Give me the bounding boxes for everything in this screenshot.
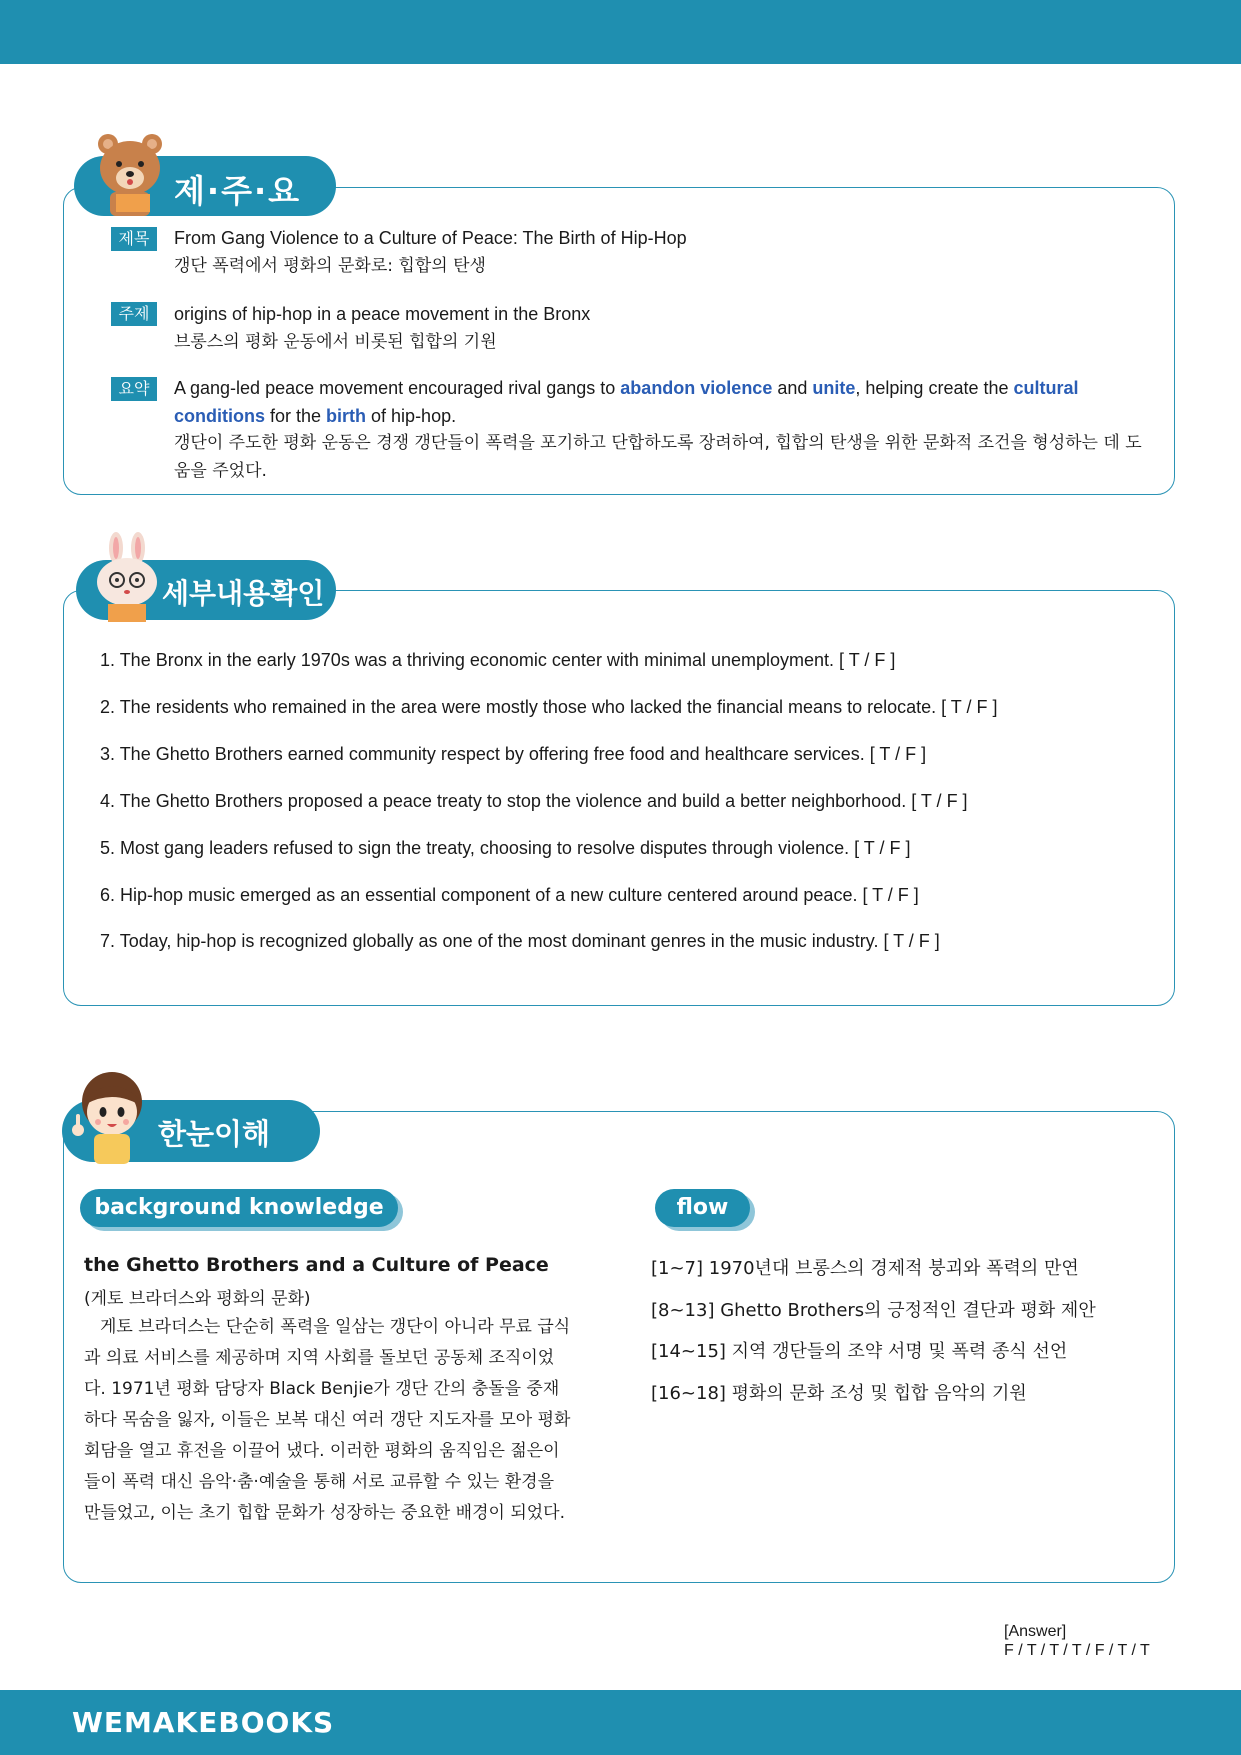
summary-text-part: A gang-led peace movement encouraged rival gangs to: [174, 378, 621, 398]
question-1: 1. The Bronx in the early 1970s was a thriving economic center with minimal unemployment. [ T / F ]: [100, 650, 896, 670]
overview-heading: 한눈이해: [158, 1117, 271, 1151]
question-7: 7. Today, hip-hop is recognized globally as one of the most dominant genres in the music industry. [ T / F ]: [100, 931, 940, 951]
highlight-abandon-violence: abandon violence: [620, 378, 773, 398]
flow-item-3: [14~15] 지역 갱단들의 조약 서명 및 폭력 종식 선언: [651, 1341, 1068, 1362]
flow-label: flow: [655, 1189, 750, 1227]
flow-item-4: [16~18] 평화의 문화 조성 및 힙합 음악의 기원: [651, 1383, 1027, 1404]
background-body: 게토 브라더스는 단순히 폭력을 일삼는 갱단이 아니라 무료 급식과 의료 서비스를 제공하며 지역 사회를 돌보던 공동체 조직이었다. 1971년 평화 담당자 Black Benjie가 갱단 간의 충돌을 중재하다 목숨을 잃자, 이들은 보복 대신 여러 갱단 지도자를 모아 평화 회담을 열고 휴전을 이끌어 냈다. 이러한 평화의 움직임은 젊은이들이 폭력 대신 음악·춤·예술을 통해 서로 교류할 수 있는 환경을 만들었고, 이는 초기 힙합 문화가 성장하는 중요한 배경이 되었다.: [84, 1317, 571, 1523]
question-2: 2. The residents who remained in the area were mostly those who lacked the financial means to relocate. [ T / F ]: [100, 697, 998, 717]
background-subtitle: (게토 브라더스와 평화의 문화): [84, 1289, 311, 1309]
topic-korean: 브롱스의 평화 운동에서 비롯된 힙합의 기원: [174, 331, 497, 352]
summary-text-part: for the: [265, 405, 327, 426]
question-5: 5. Most gang leaders refused to sign the treaty, choosing to resolve disputes through violence. [ T / F ]: [100, 838, 911, 858]
answer-label: [Answer]: [1004, 1623, 1067, 1640]
highlight-cultural-conditions: cultural conditions: [174, 378, 1079, 426]
question-3: 3. The Ghetto Brothers earned community respect by offering free food and healthcare services. [ T / F ]: [100, 744, 927, 764]
rabbit-mascot-icon: [88, 532, 168, 624]
title-korean: 갱단 폭력에서 평화의 문화로: 힙합의 탄생: [174, 255, 486, 276]
summary-text-part: of hip-hop.: [366, 405, 457, 426]
bear-mascot-icon: [86, 130, 176, 220]
summary-entry: [174, 375, 1149, 485]
flow-item-2: [8~13] Ghetto Brothers의 긍정적인 결단과 평화 제안: [651, 1300, 1096, 1321]
topic-english: origins of hip-hop in a peace movement in the Bronx: [174, 304, 591, 324]
flow-item-1: [1~7] 1970년대 브롱스의 경제적 붕괴와 폭력의 만연: [651, 1258, 1079, 1279]
bottom-bar: [0, 1690, 1241, 1755]
topic-tag: 주제: [111, 302, 157, 326]
summary-heading: 제·주·요: [174, 172, 302, 210]
details-heading: 세부내용확인: [162, 577, 325, 610]
title-tag: 제목: [111, 227, 157, 251]
summary-korean: 갱단이 주도한 평화 운동은 경쟁 갱단들이 폭력을 포기하고 단합하도록 장려하여, 힙합의 탄생을 위한 문화적 조건을 형성하는 데 도움을 주었다.: [174, 433, 1142, 481]
title-english: From Gang Violence to a Culture of Peace: The Birth of Hip-Hop: [174, 228, 687, 248]
topic-entry: [174, 301, 1149, 356]
summary-english: [174, 375, 1149, 430]
answer-value: F / T / T / T / F / T / T: [1004, 1642, 1150, 1659]
summary-text-part: , helping create the: [855, 378, 1014, 398]
answer-block: [1004, 1622, 1150, 1660]
title-entry: [174, 225, 1149, 280]
summary-tag: 요약: [111, 377, 157, 401]
highlight-birth: birth: [326, 405, 367, 426]
brand-logo: WEMAKEBOOKS: [72, 1706, 335, 1739]
background-title: the Ghetto Brothers and a Culture of Peace: [84, 1254, 549, 1276]
background-knowledge-label: background knowledge: [80, 1189, 398, 1227]
summary-text-part: and: [772, 378, 813, 398]
question-4: 4. The Ghetto Brothers proposed a peace treaty to stop the violence and build a better neighborhood. [ T / F ]: [100, 791, 968, 811]
question-6: 6. Hip-hop music emerged as an essential component of a new culture centered around peace. [ T / F ]: [100, 885, 919, 905]
highlight-unite: unite: [812, 378, 856, 398]
top-bar: [0, 0, 1241, 64]
boy-mascot-icon: [64, 1068, 154, 1166]
